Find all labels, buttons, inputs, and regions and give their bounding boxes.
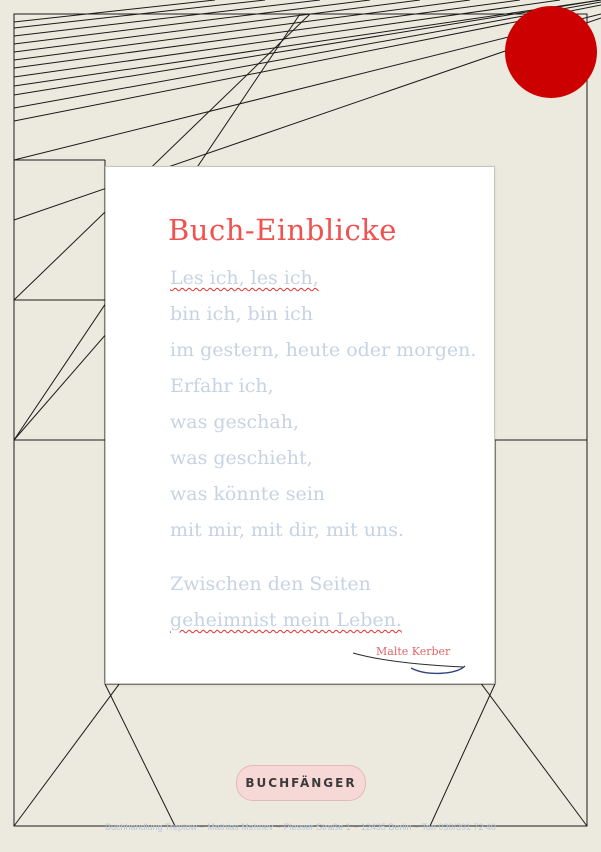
page-title: Buch-Einblicke [168, 213, 397, 247]
poem-card [105, 166, 495, 684]
poem-line: was geschieht, [170, 447, 313, 469]
buchfaenger-logo [236, 765, 366, 801]
poem-line: Erfahr ich, [170, 375, 274, 397]
poem-line [170, 260, 470, 296]
poem-line-text: Les ich, les ich, [170, 267, 319, 289]
poem-body [170, 260, 477, 638]
poem-line: Zwischen den Seiten [170, 573, 371, 595]
poem-line: was geschah, [170, 411, 300, 433]
poem-line: was könnte sein [170, 483, 326, 505]
signature: Malte Kerber [376, 645, 451, 658]
red-circle-decoration [505, 6, 597, 98]
poem-line: im gestern, heute oder morgen. [170, 339, 477, 361]
footer-address: Buchhandlung Treptow ~ Mathias Mehnev ~ Plesser Straße 1 ~ 12435 Berlin ~ Ton 030/391 72 40 [104, 822, 497, 832]
poem-line [170, 602, 470, 638]
logo-text: BUCHFÄNGER [245, 776, 357, 790]
poem-line-text: geheimnist mein Leben. [170, 609, 402, 631]
poem-line: mit mir, mit dir, mit uns. [170, 519, 405, 541]
poem-line: bin ich, bin ich [170, 303, 314, 325]
